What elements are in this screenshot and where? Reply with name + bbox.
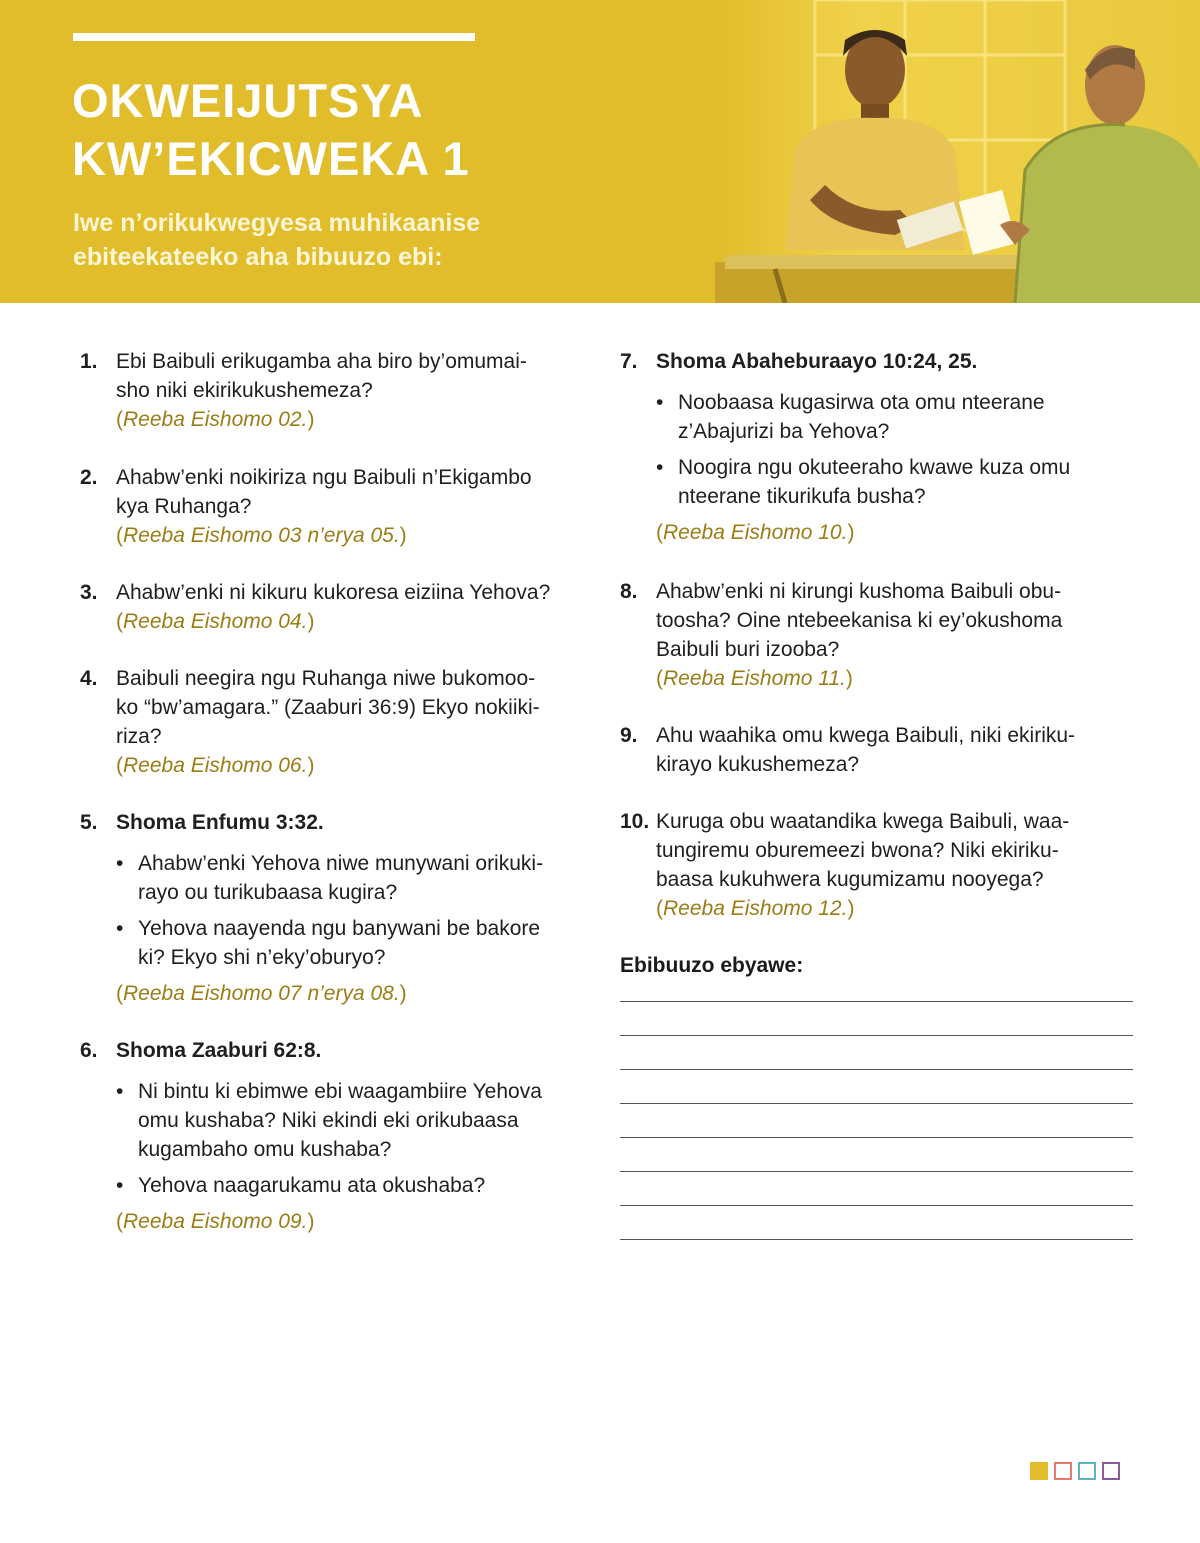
bullet-list: [116, 849, 590, 972]
bullet-text: omu kushaba? Niki ekindi eki orikubaasa: [138, 1109, 519, 1132]
answer-line[interactable]: [620, 1137, 1133, 1138]
answer-line[interactable]: [620, 1171, 1133, 1172]
answer-line[interactable]: [620, 1069, 1133, 1070]
answer-line[interactable]: [620, 1035, 1133, 1036]
bullet-text: Yehova naagarukamu ata okushaba?: [138, 1174, 486, 1197]
bullet-text: nteerane tikurikufa busha?: [678, 485, 926, 508]
lesson-reference[interactable]: (Reeba Eishomo 10.): [656, 521, 855, 544]
question-heading: Shoma Abaheburaayo 10:24, 25.: [656, 350, 978, 373]
answer-line[interactable]: [620, 1001, 1133, 1002]
indicator-square-outline: [1078, 1462, 1096, 1480]
lesson-reference-link[interactable]: Reeba Eishomo 04.: [123, 610, 308, 633]
question-text: sho niki ekirikukushemeza?: [116, 379, 373, 402]
question-text: Kuruga obu waatandika kwega Baibuli, waa-: [656, 810, 1070, 833]
bullet-text: Noobaasa kugasirwa ota omu nteerane: [678, 391, 1045, 414]
lesson-reference-link[interactable]: Reeba Eishomo 09.: [123, 1210, 308, 1233]
question-number: 9.: [620, 724, 638, 747]
bullet-text: Noogira ngu okuteeraho kwawe kuza omu: [678, 456, 1071, 479]
bullet-item: • Yehova naagarukamu ata okushaba?: [116, 1171, 590, 1200]
indicator-square-outline: [1054, 1462, 1072, 1480]
answer-line[interactable]: [620, 1239, 1133, 1240]
question-text: Ahabw’enki ni kikuru kukoresa eiziina Yehova?: [116, 581, 551, 604]
title-line-1: OKWEIJUTSYA: [72, 74, 424, 127]
question-number: 10.: [620, 810, 650, 833]
own-questions-label: Ebibuuzo ebyawe:: [620, 954, 804, 977]
answer-line[interactable]: [620, 1103, 1133, 1104]
question-text: toosha? Oine ntebeekanisa ki ey’okushoma: [656, 609, 1063, 632]
question-number: 6.: [80, 1039, 98, 1062]
lesson-reference-link[interactable]: Reeba Eishomo 03 n’erya 05.: [123, 524, 400, 547]
bullet-text: Ahabw’enki Yehova niwe munywani orikuki-: [138, 852, 544, 875]
lesson-reference[interactable]: (Reeba Eishomo 11.): [656, 667, 853, 690]
subtitle-line-2: ebiteekateeko aha bibuuzo ebi:: [73, 243, 443, 271]
question-text: ko “bw’amagara.” (Zaaburi 36:9) Ekyo nokiiki-: [116, 696, 540, 719]
question-2: [80, 463, 590, 550]
bullet-item: • Noobaasa kugasirwa ota omu nteerane z’Abajurizi ba Yehova?: [656, 388, 1135, 446]
question-number: 7.: [620, 350, 638, 373]
questions-column-left: [80, 345, 590, 1236]
question-text: baasa kukuhwera kugumizamu nooyega?: [656, 868, 1044, 891]
question-text: Ebi Baibuli erikugamba aha biro by’omumai-: [116, 350, 527, 373]
bullet-text: z’Abajurizi ba Yehova?: [678, 420, 890, 443]
lesson-reference[interactable]: (Reeba Eishomo 06.): [116, 754, 315, 777]
bullet-item: • Yehova naayenda ngu banywani be bakore ki? Ekyo shi n’eky’oburyo?: [116, 914, 590, 972]
question-number: 5.: [80, 811, 98, 834]
lesson-reference[interactable]: (Reeba Eishomo 07 n’erya 08.): [116, 982, 407, 1005]
question-8: [620, 577, 1135, 693]
lesson-reference-link[interactable]: Reeba Eishomo 12.: [663, 897, 848, 920]
bible-study-illustration: [715, 0, 1200, 303]
bullet-text: kugambaho omu kushaba?: [138, 1138, 392, 1161]
question-5: [80, 808, 590, 1008]
title-line-2: KW’EKICWEKA 1: [72, 132, 470, 185]
question-heading: Shoma Zaaburi 62:8.: [116, 1039, 322, 1062]
lesson-reference[interactable]: (Reeba Eishomo 03 n’erya 05.): [116, 524, 407, 547]
question-3: [80, 578, 590, 636]
indicator-square-outline: [1102, 1462, 1120, 1480]
question-4: [80, 664, 590, 780]
question-number: 3.: [80, 581, 98, 604]
lesson-reference-link[interactable]: Reeba Eishomo 02.: [123, 408, 308, 431]
bullet-text: ki? Ekyo shi n’eky’oburyo?: [138, 946, 386, 969]
lesson-reference-link[interactable]: Reeba Eishomo 06.: [123, 754, 308, 777]
question-number: 1.: [80, 350, 98, 373]
lesson-reference-link[interactable]: Reeba Eishomo 07 n’erya 08.: [123, 982, 400, 1005]
page-title: [72, 72, 632, 188]
question-heading: Shoma Enfumu 3:32.: [116, 811, 324, 834]
question-number: 2.: [80, 466, 98, 489]
question-10: [620, 807, 1135, 923]
question-text: tungiremu oburemeezi bwona? Niki ekiriku-: [656, 839, 1059, 862]
question-7: [620, 347, 1135, 547]
bullet-list: [656, 388, 1135, 511]
lesson-reference[interactable]: (Reeba Eishomo 04.): [116, 610, 315, 633]
indicator-square-filled: [1030, 1462, 1048, 1480]
question-1: [80, 347, 590, 434]
bullet-text: Yehova naayenda ngu banywani be bakore: [138, 917, 541, 940]
lesson-reference-link[interactable]: Reeba Eishomo 10.: [663, 521, 848, 544]
own-questions-section: [620, 951, 1135, 1240]
question-6: [80, 1036, 590, 1236]
question-number: 4.: [80, 667, 98, 690]
question-text: Ahabw’enki noikiriza ngu Baibuli n’Ekigambo: [116, 466, 532, 489]
bullet-item: • Noogira ngu okuteeraho kwawe kuza omu nteerane tikurikufa busha?: [656, 453, 1135, 511]
bullet-item: • Ahabw’enki Yehova niwe munywani orikuki- rayo ou turikubaasa kugira?: [116, 849, 590, 907]
subtitle-line-1: Iwe n’orikukwegyesa muhikaanise: [73, 209, 481, 237]
bullet-list: [116, 1077, 590, 1200]
answer-line[interactable]: [620, 1205, 1133, 1206]
question-text: Baibuli neegira ngu Ruhanga niwe bukomoo-: [116, 667, 536, 690]
header-rule: [73, 33, 475, 41]
question-text: Ahabw’enki ni kirungi kushoma Baibuli obu-: [656, 580, 1062, 603]
lesson-reference[interactable]: (Reeba Eishomo 09.): [116, 1210, 315, 1233]
question-text: Baibuli buri izooba?: [656, 638, 840, 661]
bullet-text: Ni bintu ki ebimwe ebi waagambiire Yehova: [138, 1080, 542, 1103]
section-indicator: [1030, 1462, 1120, 1480]
page-subtitle: [73, 206, 633, 274]
question-text: kirayo kukushemeza?: [656, 753, 860, 776]
question-text: Ahu waahika omu kwega Baibuli, niki ekiriku-: [656, 724, 1076, 747]
question-number: 8.: [620, 580, 638, 603]
lesson-reference-link[interactable]: Reeba Eishomo 11.: [663, 667, 846, 690]
lesson-reference[interactable]: (Reeba Eishomo 12.): [656, 897, 855, 920]
bullet-text: rayo ou turikubaasa kugira?: [138, 881, 398, 904]
question-text: kya Ruhanga?: [116, 495, 252, 518]
bullet-item: • Ni bintu ki ebimwe ebi waagambiire Yehova omu kushaba? Niki ekindi eki orikubaasa kugambaho omu kushaba?: [116, 1077, 590, 1164]
question-9: [620, 721, 1135, 779]
header-banner: [0, 0, 1200, 303]
question-text: riza?: [116, 725, 162, 748]
lesson-reference[interactable]: (Reeba Eishomo 02.): [116, 408, 315, 431]
questions-column-right: [620, 345, 1135, 1240]
